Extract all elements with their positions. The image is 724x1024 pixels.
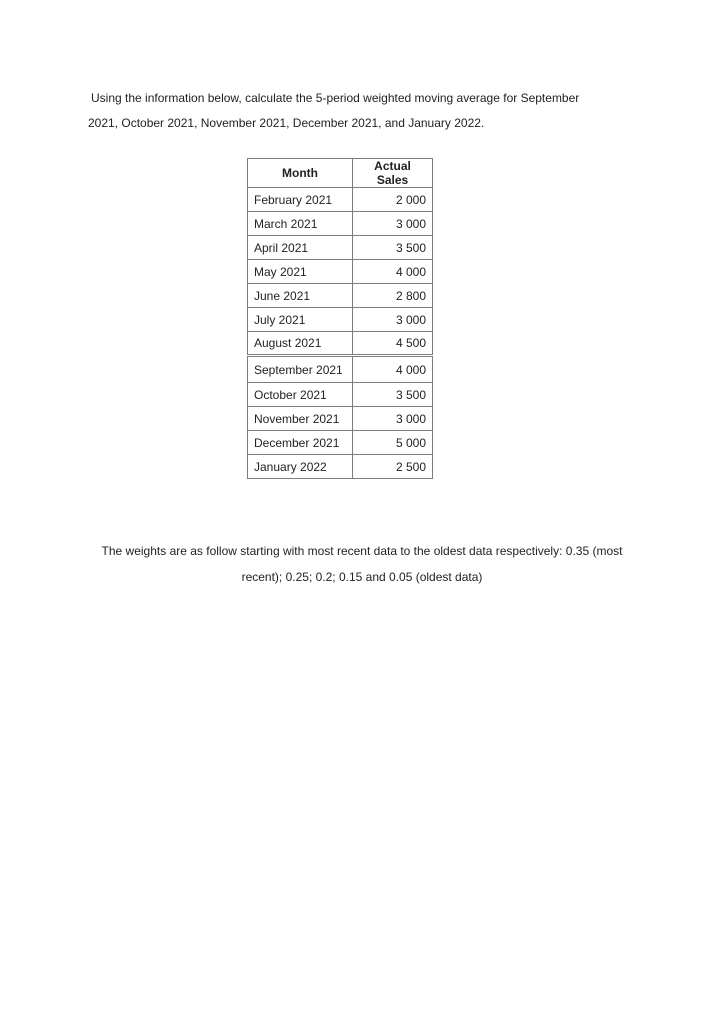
month-cell: July 2021 (248, 308, 353, 332)
weights-line-1: The weights are as follow starting with most recent data to the oldest data respectively: 0.35 (most (101, 544, 623, 558)
table-row (248, 236, 433, 260)
table-row (248, 455, 433, 479)
sales-table (247, 158, 433, 479)
table-row (248, 308, 433, 332)
table-header-row (248, 159, 433, 188)
sales-cell: 5 000 (353, 431, 433, 455)
table-row (248, 284, 433, 308)
month-cell: June 2021 (248, 284, 353, 308)
sales-cell: 3 000 (353, 407, 433, 431)
month-cell: April 2021 (248, 236, 353, 260)
table-row (248, 356, 433, 383)
month-cell: March 2021 (248, 212, 353, 236)
table-row (248, 383, 433, 407)
sales-cell: 3 000 (353, 308, 433, 332)
table-row (248, 260, 433, 284)
sales-cell: 4 000 (353, 260, 433, 284)
sales-cell: 3 500 (353, 236, 433, 260)
month-cell: February 2021 (248, 188, 353, 212)
weights-paragraph (88, 538, 636, 590)
instructions-line-1: Using the information below, calculate the 5-period weighted moving average for September (91, 91, 580, 105)
table-row (248, 431, 433, 455)
instructions-line-2: 2021, October 2021, November 2021, December 2021, and January 2022. (88, 116, 485, 130)
sales-cell: 2 000 (353, 188, 433, 212)
column-header-actual-sales: Actual Sales (353, 159, 433, 188)
month-cell: October 2021 (248, 383, 353, 407)
sales-cell: 3 000 (353, 212, 433, 236)
month-cell: August 2021 (248, 332, 353, 356)
sales-cell: 4 500 (353, 332, 433, 356)
sales-cell: 2 500 (353, 455, 433, 479)
sales-cell: 4 000 (353, 356, 433, 383)
month-cell: December 2021 (248, 431, 353, 455)
instructions-paragraph (88, 86, 631, 136)
column-header-month: Month (248, 159, 353, 188)
table-row (248, 332, 433, 356)
month-cell: January 2022 (248, 455, 353, 479)
table-row (248, 188, 433, 212)
sales-cell: 2 800 (353, 284, 433, 308)
sales-cell: 3 500 (353, 383, 433, 407)
weights-line-2: recent); 0.25; 0.2; 0.15 and 0.05 (oldest data) (241, 570, 483, 584)
table-row (248, 407, 433, 431)
month-cell: November 2021 (248, 407, 353, 431)
month-cell: September 2021 (248, 356, 353, 383)
table-row (248, 212, 433, 236)
month-cell: May 2021 (248, 260, 353, 284)
